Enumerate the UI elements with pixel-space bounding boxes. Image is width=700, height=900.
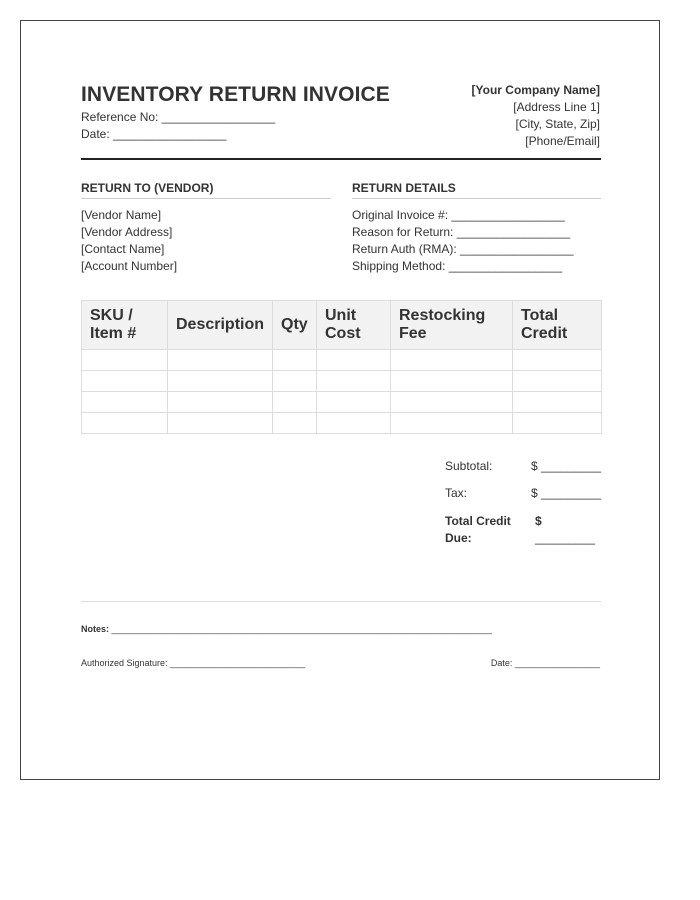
table-cell[interactable] [513, 350, 602, 371]
table-header-row [82, 301, 602, 350]
table-cell[interactable] [317, 350, 391, 371]
vendor-line[interactable]: [Vendor Address] [81, 225, 173, 239]
table-cell[interactable] [82, 371, 168, 392]
table-cell[interactable] [513, 371, 602, 392]
notes-row [81, 624, 492, 634]
subtotal-field[interactable]: $ _________ [531, 459, 602, 473]
invoice-date-field[interactable]: Date: _________________ [81, 127, 227, 141]
table-row [82, 392, 602, 413]
return-detail-line[interactable]: Shipping Method: _________________ [352, 259, 563, 273]
vendor-line[interactable]: [Vendor Name] [81, 208, 162, 222]
return-detail-line[interactable]: Reason for Return: _________________ [352, 225, 571, 239]
invoice-page [20, 20, 660, 780]
table-cell[interactable] [168, 371, 273, 392]
totals-block [445, 459, 601, 549]
table-cell[interactable] [391, 371, 513, 392]
total-credit-column-header: Total Credit [513, 301, 602, 350]
table-cell[interactable] [273, 371, 317, 392]
vendor-lines [81, 207, 331, 275]
table-body [82, 350, 602, 434]
table-cell[interactable] [82, 413, 168, 434]
return-details-heading: RETURN DETAILS [352, 181, 601, 199]
table-cell[interactable] [82, 392, 168, 413]
subtotal-label: Subtotal: [445, 459, 493, 473]
table-cell[interactable] [513, 413, 602, 434]
unit-cost-column-header: Unit Cost [317, 301, 391, 350]
table-cell[interactable] [168, 392, 273, 413]
tax-row [445, 486, 601, 513]
total-credit-currency: $ [535, 514, 542, 528]
signature-date-field[interactable]: Date: _________________ [490, 658, 600, 668]
table-cell[interactable] [513, 392, 602, 413]
vendor-section [81, 181, 331, 275]
restocking-fee-column-header: Restocking Fee [391, 301, 513, 350]
return-detail-line[interactable]: Original Invoice #: _________________ [352, 208, 565, 222]
authorized-signature-field[interactable]: Authorized Signature: ___________________________ [81, 658, 306, 668]
tax-field[interactable]: $ _________ [531, 486, 602, 500]
company-block [472, 82, 600, 150]
table-cell[interactable] [168, 350, 273, 371]
invoice-title: INVENTORY RETURN INVOICE [81, 83, 390, 106]
tax-label: Tax: [445, 486, 468, 500]
table-cell[interactable] [82, 350, 168, 371]
total-credit-row [445, 513, 601, 549]
company-city: [City, State, Zip] [515, 117, 600, 131]
table-cell[interactable] [391, 350, 513, 371]
table-row [82, 371, 602, 392]
return-details-lines [352, 207, 601, 275]
total-credit-label: Total Credit Due: [445, 514, 511, 545]
vendor-line[interactable]: [Contact Name] [81, 242, 165, 256]
table-cell[interactable] [317, 392, 391, 413]
table-cell[interactable] [273, 413, 317, 434]
table-cell[interactable] [391, 392, 513, 413]
table-cell[interactable] [168, 413, 273, 434]
header-divider [81, 158, 601, 160]
return-details-section [352, 181, 601, 275]
notes-label: Notes: [81, 624, 110, 634]
subtotal-row [445, 459, 601, 486]
sku-column-header: SKU / Item # [82, 301, 168, 350]
table-cell[interactable] [273, 392, 317, 413]
description-column-header: Description [168, 301, 273, 350]
return-detail-line[interactable]: Return Auth (RMA): _________________ [352, 242, 574, 256]
reference-number-field[interactable]: Reference No: _________________ [81, 110, 276, 124]
total-credit-field[interactable]: _________ [535, 531, 596, 545]
company-name: [Your Company Name] [471, 83, 600, 97]
table-cell[interactable] [391, 413, 513, 434]
table-cell[interactable] [317, 413, 391, 434]
table-row [82, 413, 602, 434]
footer-divider [81, 601, 601, 602]
notes-field[interactable]: ____________________________________________________________________________ [111, 624, 492, 634]
table-row [82, 350, 602, 371]
company-contact: [Phone/Email] [525, 134, 600, 148]
items-table [81, 300, 602, 434]
vendor-line[interactable]: [Account Number] [81, 259, 178, 273]
company-address: [Address Line 1] [513, 100, 600, 114]
table-cell[interactable] [273, 350, 317, 371]
table-cell[interactable] [317, 371, 391, 392]
vendor-heading: RETURN TO (VENDOR) [81, 181, 331, 199]
qty-column-header: Qty [273, 301, 317, 350]
